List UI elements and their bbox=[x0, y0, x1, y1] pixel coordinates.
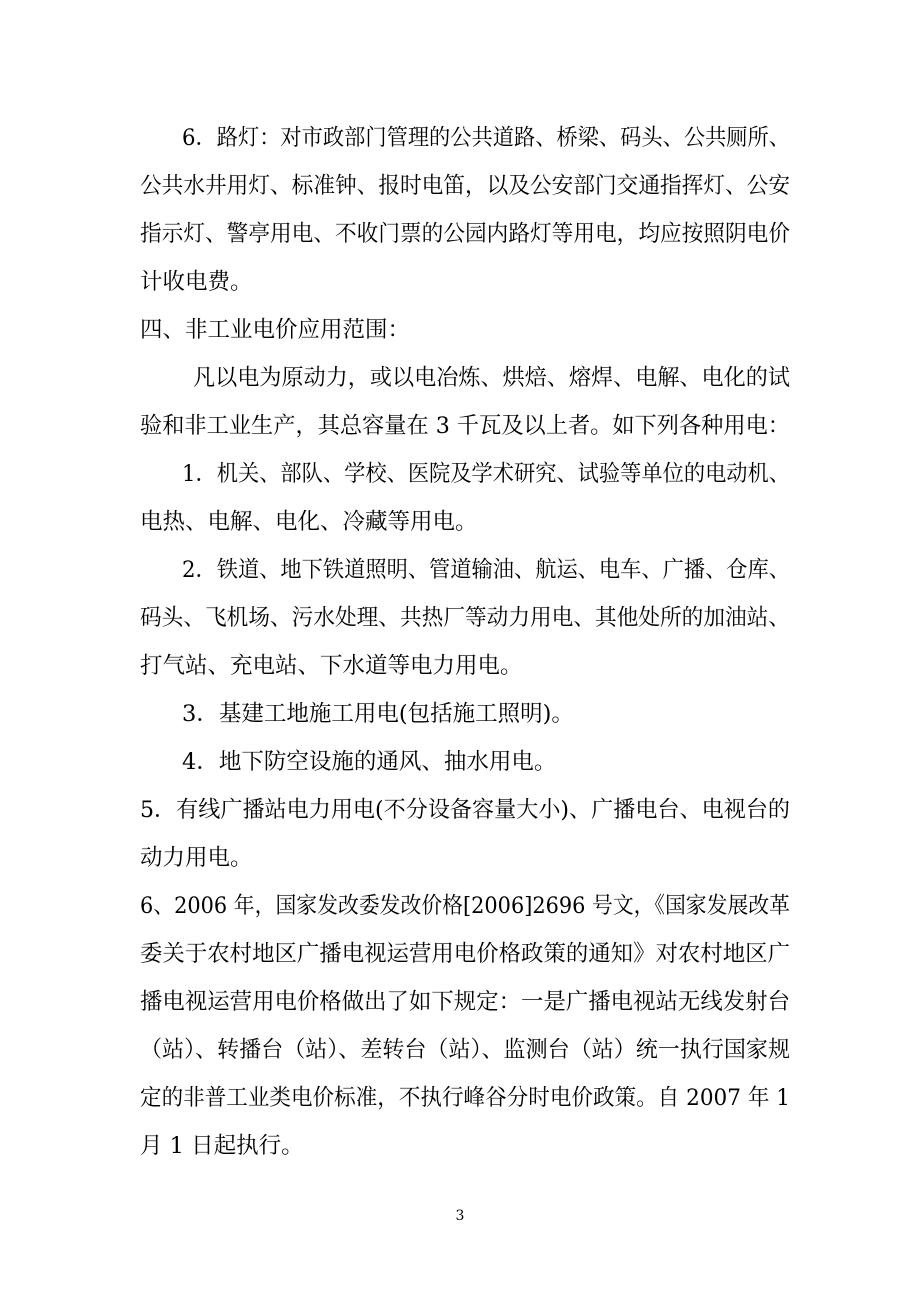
page-number: 3 bbox=[455, 1208, 465, 1224]
text-line: 月 1 日起执行。 bbox=[140, 1133, 304, 1159]
text-line: 4．地下防空设施的通风、抽水用电。 bbox=[182, 749, 557, 775]
text-line: 指示灯、警亭用电、不收门票的公园内路灯等用电，均应按照阴电价 bbox=[140, 221, 790, 247]
text-line: 6、2006 年，国家发改委发改价格[2006]2696 号文，《国家发展改革 bbox=[140, 893, 790, 919]
text-line: 3．基建工地施工用电(包括施工照明)。 bbox=[182, 701, 574, 727]
text-line: 6．路灯：对市政部门管理的公共道路、桥梁、码头、公共厕所、 bbox=[182, 125, 790, 151]
text-line: 1．机关、部队、学校、医院及学术研究、试验等单位的电动机、 bbox=[182, 461, 790, 487]
text-line: 定的非普工业类电价标准，不执行峰谷分时电价政策。自 2007 年 1 bbox=[140, 1085, 790, 1111]
text-line: （站）、转播台（站）、差转台（站）、监测台（站）统一执行国家规 bbox=[140, 1037, 790, 1063]
text-line: 5．有线广播站电力用电(不分设备容量大小)、广播电台、电视台的 bbox=[140, 797, 790, 823]
text-line: 计收电费。 bbox=[140, 269, 253, 295]
text-line: 码头、飞机场、污水处理、共热厂等动力用电、其他处所的加油站、 bbox=[140, 605, 790, 631]
text-line: 凡以电为原动力，或以电冶炼、烘焙、熔焊、电解、电化的试 bbox=[193, 365, 790, 391]
text-line: 2．铁道、地下铁道照明、管道输油、航运、电车、广播、仓库、 bbox=[182, 557, 790, 583]
text-line: 委关于农村地区广播电视运营用电价格政策的通知》对农村地区广 bbox=[140, 941, 790, 967]
text-line: 打气站、充电站、下水道等电力用电。 bbox=[140, 653, 523, 679]
text-line: 电热、电解、电化、冷藏等用电。 bbox=[140, 509, 478, 535]
text-line: 验和非工业生产，其总容量在 3 千瓦及以上者。如下列各种用电： bbox=[140, 413, 790, 439]
text-line: 动力用电。 bbox=[140, 845, 253, 871]
text-line: 公共水井用灯、标准钟、报时电笛，以及公安部门交通指挥灯、公安 bbox=[140, 173, 790, 199]
text-line: 播电视运营用电价格做出了如下规定：一是广播电视站无线发射台 bbox=[140, 989, 790, 1015]
section-heading: 四、非工业电价应用范围： bbox=[140, 317, 411, 343]
